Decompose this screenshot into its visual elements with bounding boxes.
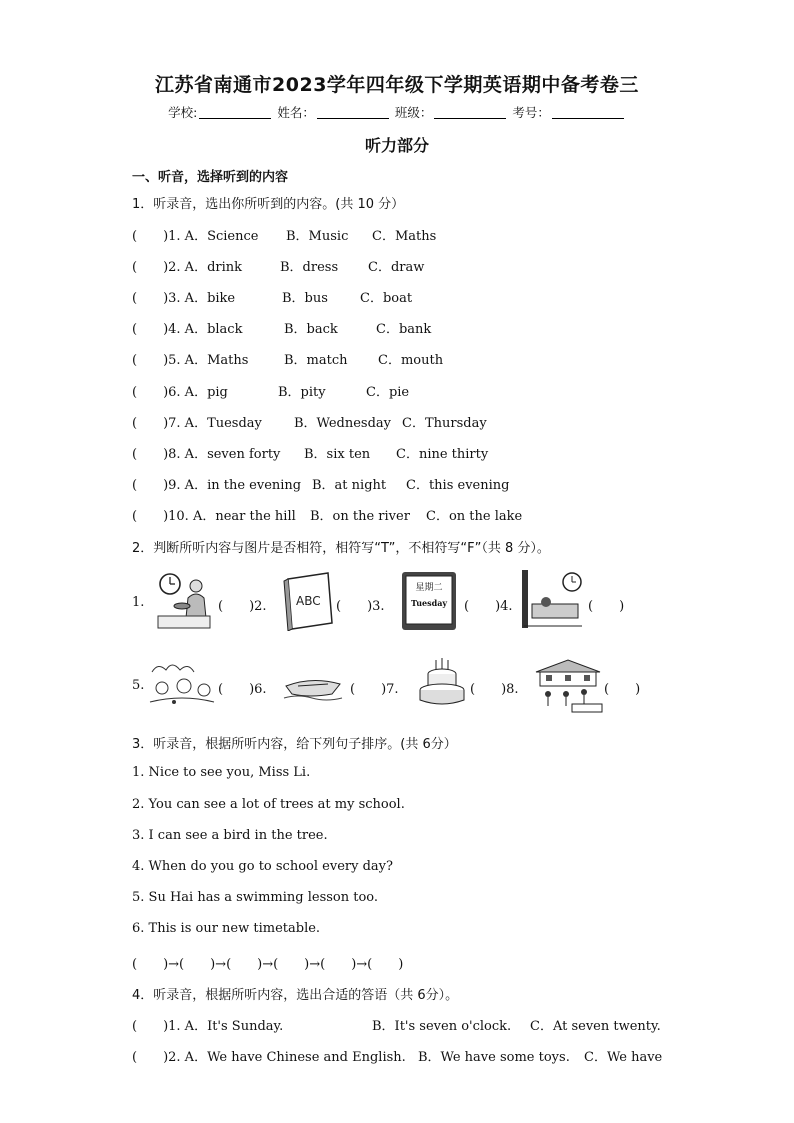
pic-bed-clock bbox=[520, 568, 584, 632]
section-title: 听力部分 bbox=[364, 136, 429, 155]
q3-sentence: 2. You can see a lot of trees at my school. bbox=[132, 797, 405, 812]
number-blank[interactable] bbox=[552, 106, 624, 119]
q2-instruction: 2．判断所听内容与图片是否相符，相符写“T”，不相符写“F”（共 8 分）。 bbox=[132, 541, 550, 556]
svg-text:Tuesday: Tuesday bbox=[410, 598, 448, 608]
svg-text:星期二: 星期二 bbox=[415, 583, 443, 593]
q1-instruction: 1．听录音，选出你所听到的内容。(共 10 分） bbox=[132, 197, 405, 212]
name-blank[interactable] bbox=[317, 106, 389, 119]
pic-abc-book bbox=[282, 569, 336, 631]
q3-instruction: 3．听录音，根据所听内容，给下列句子排序。(共 6分） bbox=[132, 737, 457, 752]
school-blank[interactable] bbox=[199, 106, 271, 119]
student-info-line bbox=[0, 103, 794, 121]
class-blank[interactable] bbox=[434, 106, 506, 119]
part1-heading: 一、听音，选择听到的内容 bbox=[132, 170, 289, 185]
q3-sentence: 4. When do you go to school every day? bbox=[132, 859, 393, 874]
q3-sentence: 1. Nice to see you, Miss Li. bbox=[132, 765, 311, 780]
page-title: 江苏省南通市2023学年四年级下学期英语期中备考卷三 bbox=[155, 74, 639, 96]
q4-instruction: 4．听录音，根据所听内容，选出合适的答语（共 6分）。 bbox=[132, 988, 459, 1003]
q3-sentence: 6. This is our new timetable. bbox=[132, 921, 321, 936]
q3-sentence: 5. Su Hai has a swimming lesson too. bbox=[132, 890, 379, 905]
pic-girl-clock bbox=[154, 568, 212, 630]
class-label: 班级： bbox=[394, 105, 433, 120]
svg-text:ABC: ABC bbox=[296, 594, 321, 608]
pic-cake bbox=[414, 656, 470, 710]
pic-school-children bbox=[532, 656, 604, 714]
q3-sentence: 3. I can see a bird in the tree. bbox=[132, 828, 328, 843]
number-label: 考号： bbox=[512, 105, 550, 120]
name-label: 姓名： bbox=[277, 105, 315, 120]
school-label: 学校: bbox=[168, 105, 198, 120]
q3-order-line[interactable]: ( )→( )→( )→( )→( )→( ) bbox=[132, 957, 404, 972]
pic-garden bbox=[148, 658, 216, 708]
pic-calendar bbox=[400, 570, 458, 632]
pic-boat bbox=[282, 668, 344, 702]
